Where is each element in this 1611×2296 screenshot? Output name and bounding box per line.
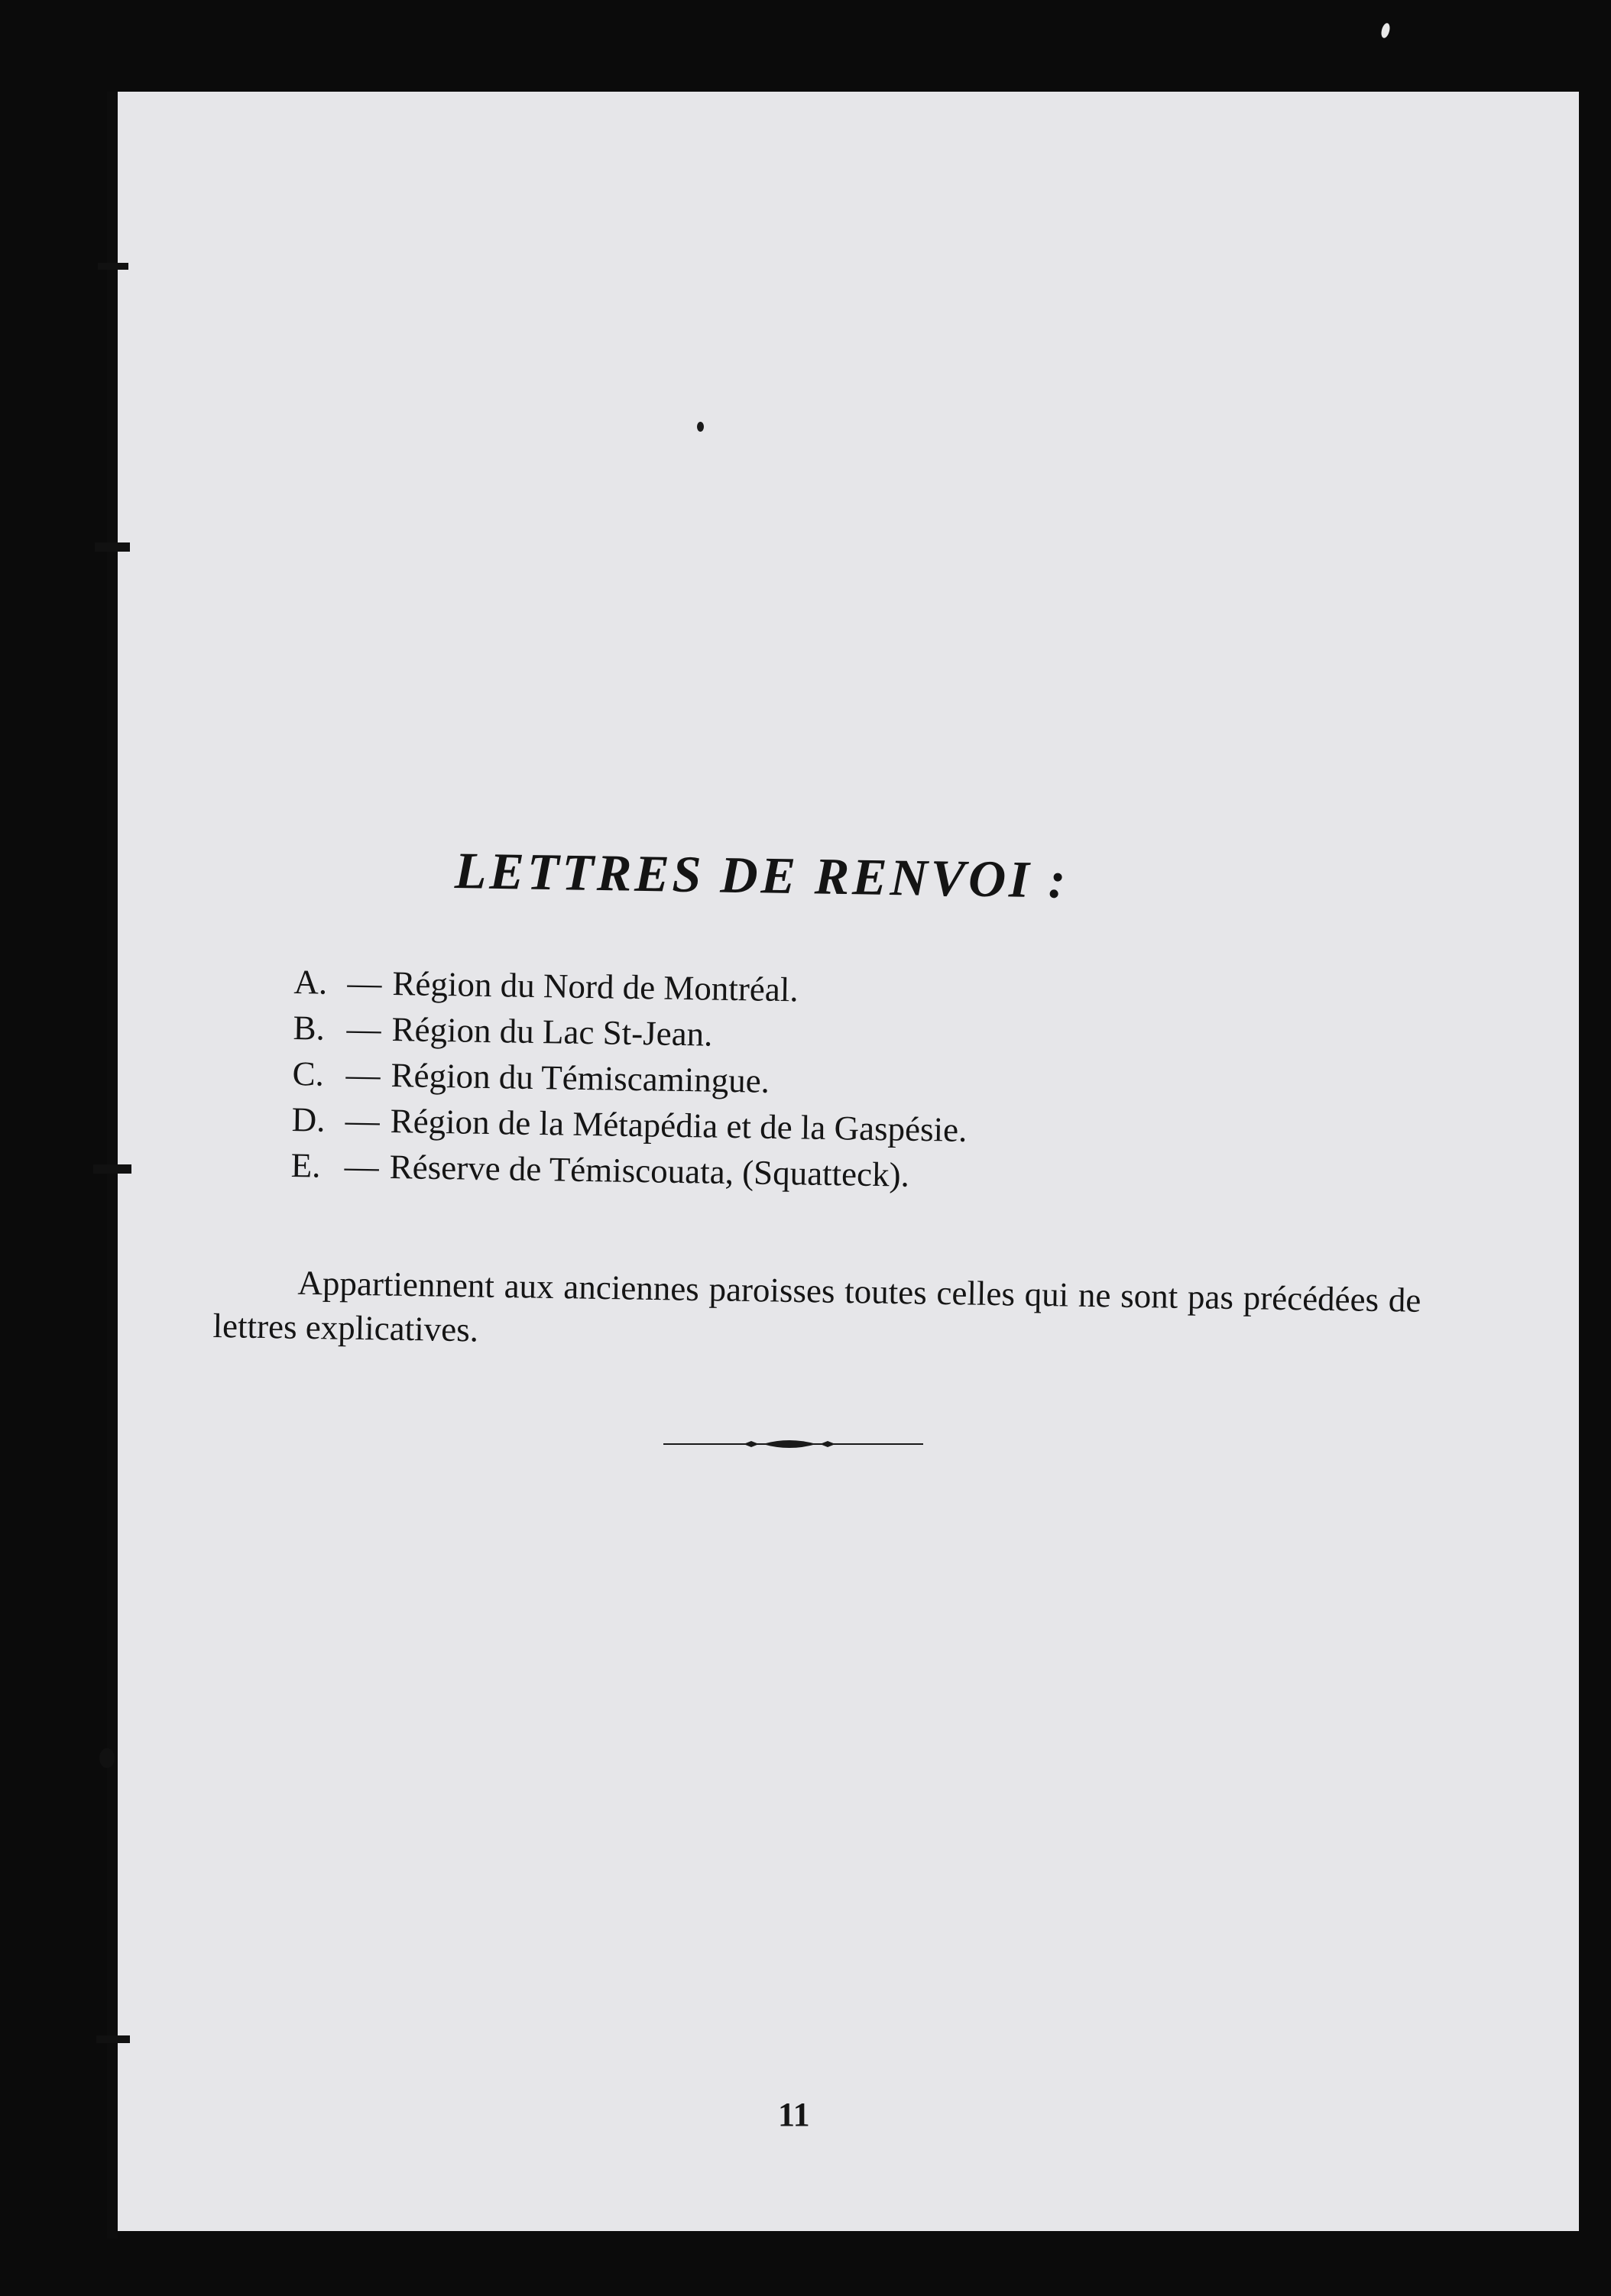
entry-letter: E. <box>290 1145 321 1185</box>
reference-letters-list <box>290 959 1211 1203</box>
page-number: 11 <box>778 2096 810 2133</box>
entry-text: Région du Lac St-Jean. <box>391 1010 713 1054</box>
entry-text: Réserve de Témiscouata, (Squatteck). <box>389 1147 910 1194</box>
page-title: LETTRES DE RENVOI : <box>454 841 1069 909</box>
entry-dash: — <box>344 1147 380 1186</box>
entry-dash: — <box>345 1055 381 1094</box>
entry-letter: C. <box>292 1054 325 1093</box>
binding-stitch <box>95 542 130 552</box>
entry-dash: — <box>347 963 382 1002</box>
binding-stitch <box>96 2035 130 2043</box>
binding-stitch <box>98 263 128 270</box>
binding-stitch <box>93 1164 131 1174</box>
ornamental-divider <box>663 1435 923 1453</box>
ink-dot <box>697 422 704 432</box>
explanatory-note: Appartiennent aux anciennes paroisses toutes celles qui ne sont pas précédées de lettres explicatives. <box>212 1263 1421 1349</box>
entry-text: Région du Nord de Montréal. <box>392 964 799 1009</box>
entry-dash: — <box>345 1101 381 1140</box>
binding-stitch <box>99 1748 115 1768</box>
scan-speck <box>1380 22 1392 39</box>
entry-text: Région de la Métapédia et de la Gaspésie. <box>390 1102 968 1149</box>
entry-dash: — <box>346 1009 381 1048</box>
entry-letter: B. <box>293 1008 326 1048</box>
entry-text: Région du Témiscamingue. <box>391 1056 770 1100</box>
entry-letter: D. <box>291 1099 326 1139</box>
entry-letter: A. <box>293 962 328 1002</box>
